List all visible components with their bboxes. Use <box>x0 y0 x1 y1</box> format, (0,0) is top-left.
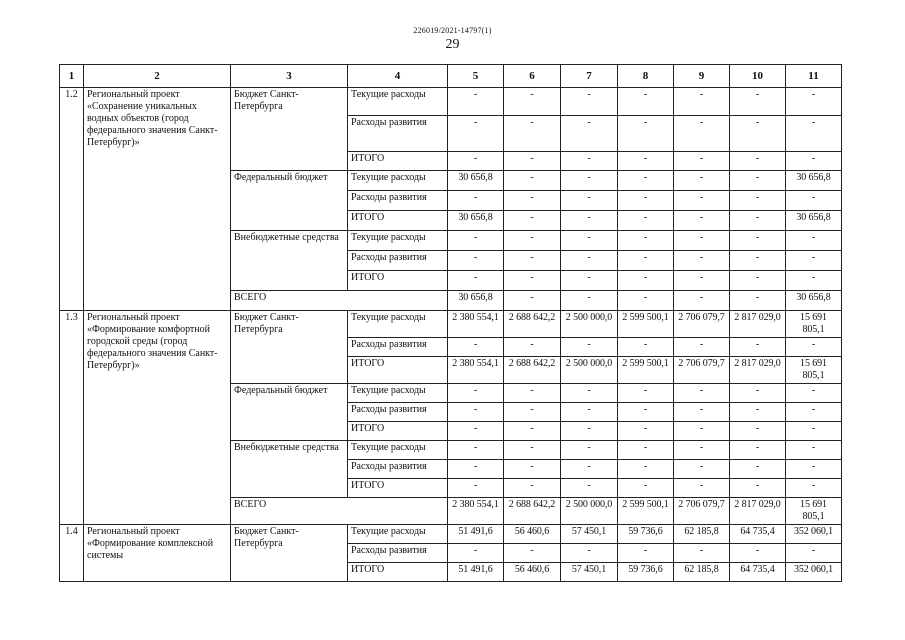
value-cell: - <box>504 171 561 191</box>
value-cell: - <box>448 251 504 271</box>
value-cell: 2 817 029,0 <box>730 357 786 384</box>
value-cell: - <box>448 403 504 422</box>
value-cell: 51 491,6 <box>448 525 504 544</box>
value-cell: - <box>786 251 842 271</box>
value-cell: 2 706 079,7 <box>674 311 730 338</box>
value-cell: 30 656,8 <box>786 171 842 191</box>
value-cell: - <box>730 211 786 231</box>
value-cell: - <box>448 338 504 357</box>
column-header: 5 <box>448 65 504 88</box>
column-header: 8 <box>618 65 674 88</box>
value-cell: 2 380 554,1 <box>448 357 504 384</box>
table-row <box>60 525 842 544</box>
value-cell: - <box>674 171 730 191</box>
value-cell: - <box>561 544 618 563</box>
funding-source: Федеральный бюджет <box>231 384 348 441</box>
value-cell: - <box>618 116 674 152</box>
value-cell: - <box>504 116 561 152</box>
project-name: Региональный проект «Формирование комфортной городской среды (город федерального значения Санкт-Петербург)» <box>84 311 231 525</box>
value-cell: - <box>504 441 561 460</box>
value-cell: - <box>730 544 786 563</box>
value-cell: 2 599 500,1 <box>618 498 674 525</box>
value-cell: - <box>730 441 786 460</box>
value-cell: 30 656,8 <box>786 291 842 311</box>
value-cell: - <box>786 479 842 498</box>
expense-type: Расходы развития <box>348 116 448 152</box>
value-cell: - <box>561 403 618 422</box>
value-cell: 2 688 642,2 <box>504 357 561 384</box>
expense-type: Текущие расходы <box>348 231 448 251</box>
value-cell: - <box>674 479 730 498</box>
value-cell: - <box>504 88 561 116</box>
expense-type: ИТОГО <box>348 422 448 441</box>
value-cell: - <box>618 88 674 116</box>
column-header: 3 <box>231 65 348 88</box>
value-cell: - <box>674 338 730 357</box>
project-index: 1.3 <box>60 311 84 525</box>
value-cell: - <box>618 271 674 291</box>
value-cell: - <box>786 231 842 251</box>
value-cell: 15 691 805,1 <box>786 498 842 525</box>
value-cell: - <box>504 460 561 479</box>
value-cell: - <box>448 479 504 498</box>
value-cell: - <box>561 338 618 357</box>
value-cell: 59 736,6 <box>618 563 674 582</box>
funding-source: Бюджет Санкт-Петербурга <box>231 311 348 384</box>
value-cell: - <box>504 251 561 271</box>
value-cell: - <box>618 191 674 211</box>
column-header: 4 <box>348 65 448 88</box>
value-cell: - <box>448 544 504 563</box>
value-cell: 64 735,4 <box>730 525 786 544</box>
value-cell: - <box>786 191 842 211</box>
value-cell: - <box>561 251 618 271</box>
value-cell: 2 380 554,1 <box>448 498 504 525</box>
value-cell: - <box>618 460 674 479</box>
value-cell: - <box>448 152 504 171</box>
project-name: Региональный проект «Сохранение уникальных водных объектов (город федерального значения Санкт-Петербург)» <box>84 88 231 311</box>
value-cell: - <box>786 88 842 116</box>
expense-type: Текущие расходы <box>348 525 448 544</box>
value-cell: - <box>674 384 730 403</box>
document-id: 226019/2021-14797(1) <box>413 26 492 35</box>
value-cell: - <box>561 116 618 152</box>
value-cell: - <box>674 441 730 460</box>
value-cell: - <box>618 251 674 271</box>
value-cell: 56 460,6 <box>504 525 561 544</box>
value-cell: - <box>448 460 504 479</box>
page-number: 29 <box>445 37 460 52</box>
table-header-row <box>60 65 842 88</box>
value-cell: - <box>730 291 786 311</box>
expense-type: Текущие расходы <box>348 311 448 338</box>
value-cell: - <box>504 211 561 231</box>
value-cell: - <box>561 291 618 311</box>
value-cell: - <box>786 544 842 563</box>
value-cell: - <box>448 88 504 116</box>
value-cell: 2 706 079,7 <box>674 357 730 384</box>
project-name: Региональный проект «Формирование комплексной системы <box>84 525 231 582</box>
expense-type: Текущие расходы <box>348 441 448 460</box>
value-cell: 2 599 500,1 <box>618 357 674 384</box>
value-cell: - <box>448 271 504 291</box>
expense-type: ИТОГО <box>348 357 448 384</box>
table-row <box>60 311 842 338</box>
value-cell: - <box>448 384 504 403</box>
value-cell: 2 599 500,1 <box>618 311 674 338</box>
expense-type: Расходы развития <box>348 338 448 357</box>
expense-type: ИТОГО <box>348 563 448 582</box>
expense-type: Расходы развития <box>348 460 448 479</box>
expense-type: Расходы развития <box>348 251 448 271</box>
funding-source: Бюджет Санкт-Петербурга <box>231 88 348 171</box>
expense-type: ИТОГО <box>348 271 448 291</box>
column-header: 6 <box>504 65 561 88</box>
total-label: ВСЕГО <box>231 498 448 525</box>
value-cell: 15 691 805,1 <box>786 311 842 338</box>
value-cell: - <box>618 441 674 460</box>
value-cell: - <box>786 116 842 152</box>
value-cell: - <box>674 88 730 116</box>
value-cell: - <box>618 152 674 171</box>
value-cell: - <box>730 251 786 271</box>
value-cell: - <box>561 191 618 211</box>
value-cell: - <box>448 191 504 211</box>
value-cell: - <box>674 116 730 152</box>
value-cell: - <box>786 271 842 291</box>
value-cell: 30 656,8 <box>786 211 842 231</box>
column-header: 10 <box>730 65 786 88</box>
value-cell: 352 060,1 <box>786 563 842 582</box>
column-header: 9 <box>674 65 730 88</box>
value-cell: - <box>786 441 842 460</box>
value-cell: 62 185,8 <box>674 525 730 544</box>
value-cell: - <box>561 460 618 479</box>
value-cell: - <box>730 231 786 251</box>
expense-type: Расходы развития <box>348 191 448 211</box>
value-cell: - <box>618 231 674 251</box>
value-cell: - <box>730 384 786 403</box>
expense-type: Расходы развития <box>348 403 448 422</box>
value-cell: 2 380 554,1 <box>448 311 504 338</box>
value-cell: 30 656,8 <box>448 291 504 311</box>
value-cell: - <box>786 422 842 441</box>
value-cell: - <box>618 422 674 441</box>
value-cell: - <box>786 338 842 357</box>
value-cell: - <box>674 191 730 211</box>
value-cell: - <box>730 422 786 441</box>
value-cell: - <box>674 152 730 171</box>
expense-type: Текущие расходы <box>348 88 448 116</box>
expense-type: ИТОГО <box>348 479 448 498</box>
value-cell: 2 688 642,2 <box>504 498 561 525</box>
value-cell: - <box>618 291 674 311</box>
value-cell: - <box>730 88 786 116</box>
expense-type: Текущие расходы <box>348 384 448 403</box>
value-cell: - <box>674 271 730 291</box>
funding-source: Внебюджетные средства <box>231 231 348 291</box>
value-cell: - <box>504 291 561 311</box>
value-cell: 352 060,1 <box>786 525 842 544</box>
value-cell: - <box>618 544 674 563</box>
value-cell: - <box>618 479 674 498</box>
value-cell: - <box>618 403 674 422</box>
column-header: 1 <box>60 65 84 88</box>
value-cell: - <box>561 441 618 460</box>
value-cell: - <box>448 441 504 460</box>
value-cell: 30 656,8 <box>448 171 504 191</box>
value-cell: - <box>504 479 561 498</box>
value-cell: - <box>618 338 674 357</box>
value-cell: 2 500 000,0 <box>561 311 618 338</box>
value-cell: - <box>618 171 674 191</box>
value-cell: 56 460,6 <box>504 563 561 582</box>
value-cell: - <box>674 231 730 251</box>
value-cell: - <box>504 384 561 403</box>
expense-type: Расходы развития <box>348 544 448 563</box>
value-cell: - <box>674 291 730 311</box>
value-cell: 15 691 805,1 <box>786 357 842 384</box>
value-cell: - <box>674 211 730 231</box>
value-cell: - <box>674 544 730 563</box>
table-row <box>60 88 842 116</box>
value-cell: - <box>561 171 618 191</box>
value-cell: - <box>674 251 730 271</box>
value-cell: - <box>786 403 842 422</box>
funding-source: Бюджет Санкт-Петербурга <box>231 525 348 582</box>
value-cell: - <box>674 460 730 479</box>
value-cell: - <box>561 88 618 116</box>
value-cell: - <box>504 422 561 441</box>
value-cell: - <box>561 211 618 231</box>
value-cell: 64 735,4 <box>730 563 786 582</box>
value-cell: - <box>730 191 786 211</box>
budget-table <box>59 64 842 582</box>
funding-source: Федеральный бюджет <box>231 171 348 231</box>
value-cell: 59 736,6 <box>618 525 674 544</box>
project-index: 1.4 <box>60 525 84 582</box>
value-cell: - <box>730 116 786 152</box>
value-cell: 30 656,8 <box>448 211 504 231</box>
value-cell: - <box>730 271 786 291</box>
value-cell: - <box>618 384 674 403</box>
value-cell: - <box>504 338 561 357</box>
value-cell: 2 688 642,2 <box>504 311 561 338</box>
value-cell: - <box>561 384 618 403</box>
value-cell: - <box>448 422 504 441</box>
value-cell: - <box>561 231 618 251</box>
value-cell: - <box>730 338 786 357</box>
value-cell: - <box>786 460 842 479</box>
value-cell: - <box>730 152 786 171</box>
value-cell: 2 706 079,7 <box>674 498 730 525</box>
value-cell: - <box>504 544 561 563</box>
value-cell: - <box>786 384 842 403</box>
value-cell: - <box>504 152 561 171</box>
value-cell: 57 450,1 <box>561 563 618 582</box>
expense-type: ИТОГО <box>348 211 448 231</box>
value-cell: - <box>504 231 561 251</box>
value-cell: - <box>561 479 618 498</box>
value-cell: - <box>674 403 730 422</box>
value-cell: 2 817 029,0 <box>730 498 786 525</box>
value-cell: - <box>674 422 730 441</box>
value-cell: 2 817 029,0 <box>730 311 786 338</box>
value-cell: - <box>504 403 561 422</box>
value-cell: - <box>561 152 618 171</box>
expense-type: ИТОГО <box>348 152 448 171</box>
value-cell: - <box>730 479 786 498</box>
value-cell: - <box>448 116 504 152</box>
value-cell: - <box>730 171 786 191</box>
value-cell: - <box>786 152 842 171</box>
value-cell: - <box>730 403 786 422</box>
total-label: ВСЕГО <box>231 291 448 311</box>
value-cell: - <box>561 422 618 441</box>
funding-source: Внебюджетные средства <box>231 441 348 498</box>
value-cell: - <box>448 231 504 251</box>
value-cell: 2 500 000,0 <box>561 498 618 525</box>
column-header: 7 <box>561 65 618 88</box>
value-cell: - <box>561 271 618 291</box>
value-cell: - <box>504 191 561 211</box>
project-index: 1.2 <box>60 88 84 311</box>
value-cell: - <box>730 460 786 479</box>
value-cell: - <box>618 211 674 231</box>
value-cell: 51 491,6 <box>448 563 504 582</box>
value-cell: 62 185,8 <box>674 563 730 582</box>
expense-type: Текущие расходы <box>348 171 448 191</box>
column-header: 2 <box>84 65 231 88</box>
value-cell: 2 500 000,0 <box>561 357 618 384</box>
value-cell: 57 450,1 <box>561 525 618 544</box>
value-cell: - <box>504 271 561 291</box>
column-header: 11 <box>786 65 842 88</box>
